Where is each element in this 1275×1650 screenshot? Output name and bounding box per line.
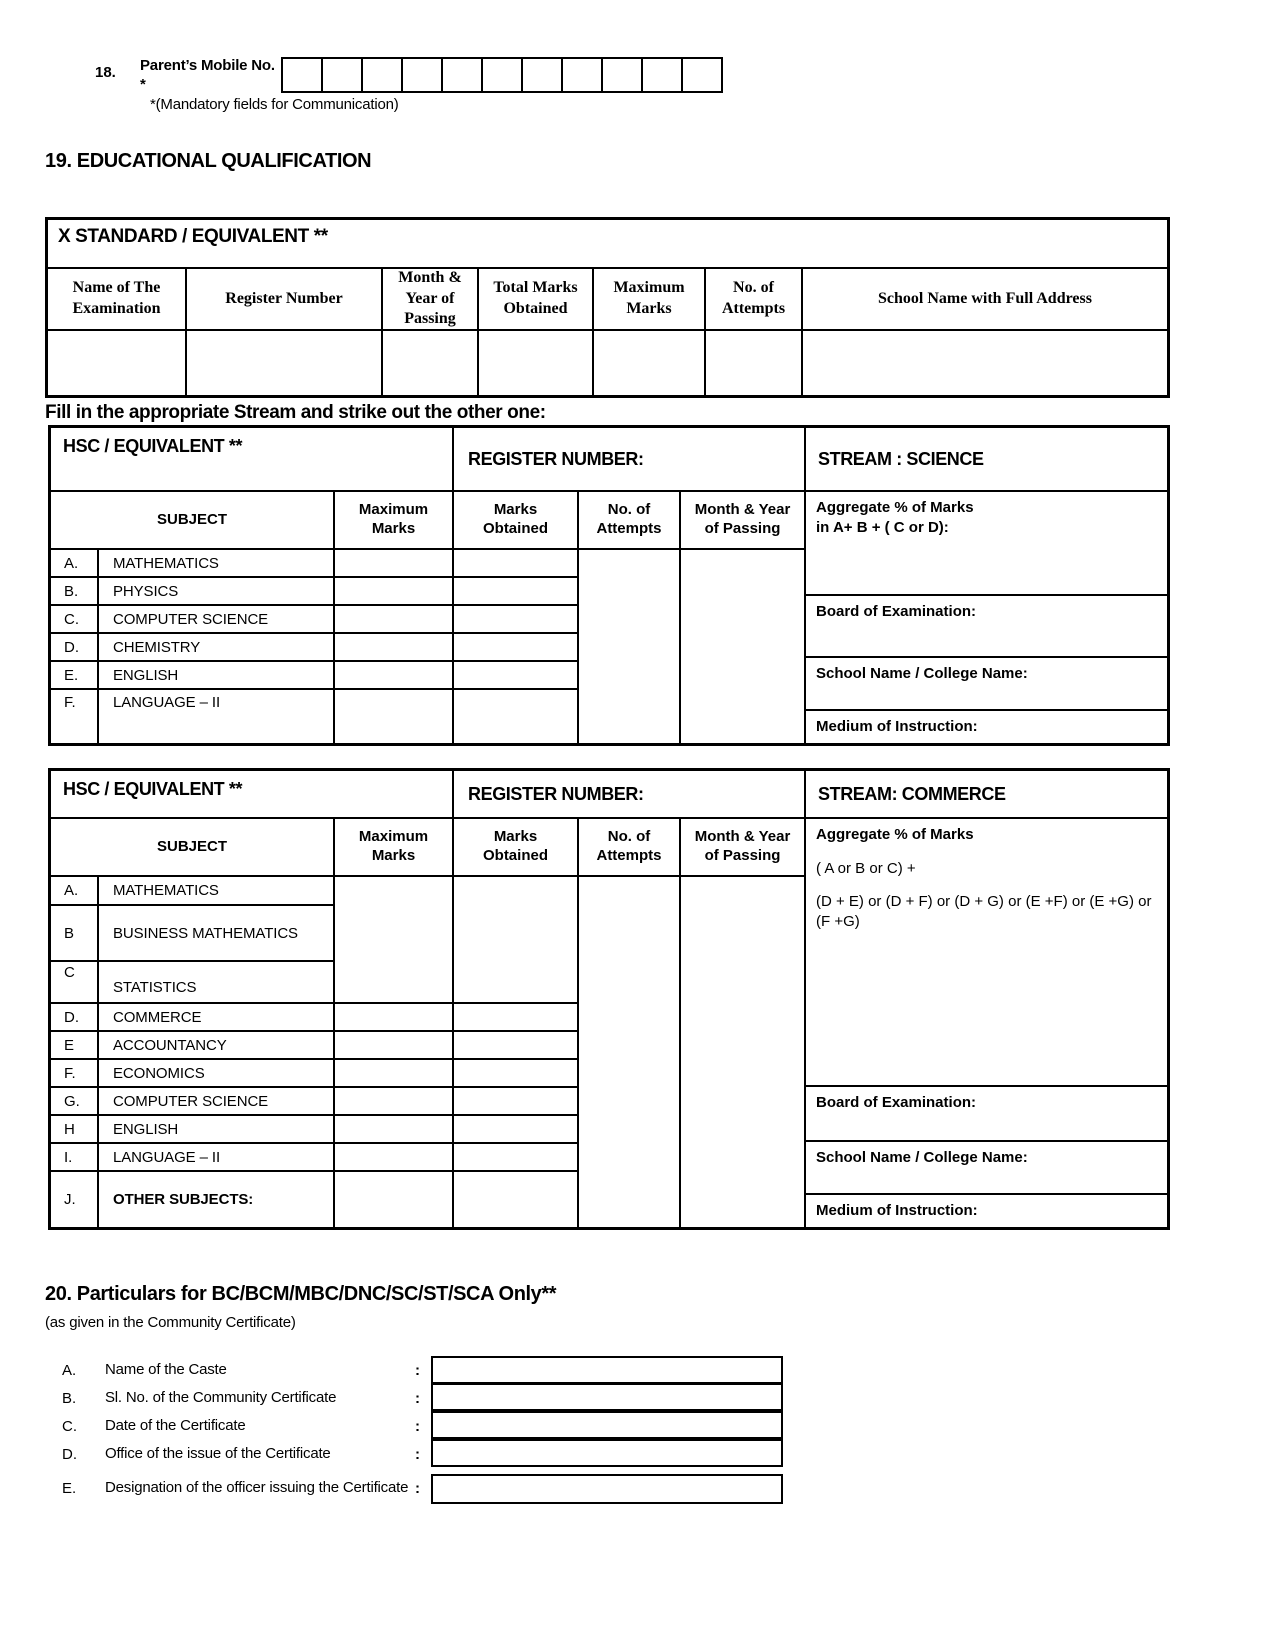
particulars-row-officer-designation — [55, 1468, 815, 1508]
certificate-date-field[interactable] — [431, 1411, 783, 1439]
commerce-max-marks-cell[interactable] — [335, 1116, 454, 1144]
science-subject-physics: PHYSICS — [99, 578, 335, 606]
commerce-register-number-cell[interactable]: REGISTER NUMBER: — [454, 771, 806, 819]
science-marks-obtained-cell[interactable] — [454, 606, 579, 634]
item-label: Designation of the officer issuing the Certificate — [105, 1479, 409, 1497]
commerce-attempts-merged-cell[interactable] — [579, 877, 681, 1227]
parents-mobile-label: Parent’s Mobile No. * — [140, 57, 275, 93]
x-standard-title: X STANDARD / EQUIVALENT ** — [48, 220, 1167, 269]
mobile-digit-box[interactable] — [441, 57, 483, 93]
science-aggregate-box[interactable] — [806, 492, 1167, 596]
item-letter: B. — [62, 1389, 77, 1407]
item-label: Date of the Certificate — [105, 1417, 246, 1435]
science-subject-mathematics: MATHEMATICS — [99, 550, 335, 578]
commerce-marks-obtained-header: Marks Obtained — [454, 819, 579, 877]
x-col-school-name: School Name with Full Address — [803, 269, 1167, 331]
hsc-science-table — [48, 425, 1170, 746]
particulars-heading: 20. Particulars for BC/BCM/MBC/DNC/SC/ST/SCA Only** — [45, 1283, 557, 1305]
commerce-school-box[interactable]: School Name / College Name: — [806, 1142, 1167, 1195]
commerce-aggregate-label-1: Aggregate % of Marks — [816, 826, 974, 843]
commerce-right-panel — [806, 819, 1167, 1227]
item-label: Office of the issue of the Certificate — [105, 1445, 331, 1463]
commerce-month-year-header: Month & Year of Passing — [681, 819, 806, 877]
commerce-marks-obtained-cell[interactable] — [454, 1088, 579, 1116]
mobile-digit-box[interactable] — [561, 57, 603, 93]
commerce-subject-economics: ECONOMICS — [99, 1060, 335, 1088]
commerce-row-letter: I. — [51, 1144, 99, 1172]
x-entry-cell[interactable] — [803, 331, 1167, 395]
science-right-panel — [806, 492, 1167, 743]
mobile-digit-box[interactable] — [401, 57, 443, 93]
commerce-max-marks-merged-abc[interactable] — [335, 877, 454, 1004]
science-attempts-merged-cell[interactable] — [579, 550, 681, 743]
science-register-number-cell[interactable]: REGISTER NUMBER: — [454, 428, 806, 492]
x-standard-table — [45, 217, 1170, 398]
science-attempts-header: No. of Attempts — [579, 492, 681, 550]
science-max-marks-header: Maximum Marks — [335, 492, 454, 550]
mobile-digit-box[interactable] — [361, 57, 403, 93]
stream-science-header: STREAM : SCIENCE — [806, 428, 1167, 492]
mobile-digit-box[interactable] — [641, 57, 683, 93]
science-marks-obtained-cell[interactable] — [454, 550, 579, 578]
x-entry-cell[interactable] — [187, 331, 383, 395]
science-row-letter: B. — [51, 578, 99, 606]
item-label: Sl. No. of the Community Certificate — [105, 1389, 337, 1407]
commerce-row-letter: D. — [51, 1004, 99, 1032]
mobile-digit-box[interactable] — [281, 57, 323, 93]
commerce-max-marks-cell[interactable] — [335, 1172, 454, 1227]
colon: : — [415, 1361, 420, 1379]
commerce-marks-obtained-cell[interactable] — [454, 1172, 579, 1227]
science-subject-chemistry: CHEMISTRY — [99, 634, 335, 662]
commerce-marks-obtained-cell[interactable] — [454, 1144, 579, 1172]
commerce-subject-mathematics: MATHEMATICS — [99, 877, 335, 906]
science-marks-obtained-cell[interactable] — [454, 662, 579, 690]
commerce-row-letter: C — [51, 962, 99, 1004]
item-letter: C. — [62, 1417, 77, 1435]
commerce-max-marks-cell[interactable] — [335, 1060, 454, 1088]
caste-name-field[interactable] — [431, 1356, 783, 1384]
commerce-row-letter: G. — [51, 1088, 99, 1116]
commerce-max-marks-cell[interactable] — [335, 1144, 454, 1172]
item-letter: A. — [62, 1361, 77, 1379]
mandatory-fields-note: *(Mandatory fields for Communication) — [150, 96, 399, 113]
colon: : — [415, 1445, 420, 1463]
commerce-row-letter: H — [51, 1116, 99, 1144]
commerce-subject-business-mathematics: BUSINESS MATHEMATICS — [99, 906, 335, 962]
science-school-box[interactable]: School Name / College Name: — [806, 658, 1167, 711]
particulars-row-certificate-date — [55, 1412, 815, 1440]
science-max-marks-cell[interactable] — [335, 690, 454, 743]
commerce-max-marks-cell[interactable] — [335, 1004, 454, 1032]
science-row-letter: C. — [51, 606, 99, 634]
commerce-marks-obtained-cell[interactable] — [454, 1004, 579, 1032]
commerce-subject-language-ii: LANGUAGE – II — [99, 1144, 335, 1172]
commerce-max-marks-cell[interactable] — [335, 1032, 454, 1060]
commerce-row-letter: A. — [51, 877, 99, 906]
mobile-digit-box[interactable] — [521, 57, 563, 93]
x-entry-cell[interactable] — [383, 331, 479, 395]
x-entry-cell[interactable] — [594, 331, 706, 395]
commerce-aggregate-box[interactable] — [806, 819, 1167, 1087]
particulars-row-certificate-number — [55, 1384, 815, 1412]
science-max-marks-cell[interactable] — [335, 578, 454, 606]
commerce-subject-statistics: STATISTICS — [99, 962, 335, 1004]
particulars-row-caste — [55, 1356, 815, 1384]
science-row-letter: F. — [51, 690, 99, 743]
science-aggregate-label-1: Aggregate % of Marks — [816, 499, 974, 516]
science-marks-obtained-cell[interactable] — [454, 634, 579, 662]
commerce-marks-obtained-cell[interactable] — [454, 1116, 579, 1144]
science-marks-obtained-cell[interactable] — [454, 690, 579, 743]
commerce-row-letter: J. — [51, 1172, 99, 1227]
colon: : — [415, 1389, 420, 1407]
stream-commerce-header: STREAM: COMMERCE — [806, 771, 1167, 819]
commerce-row-letter: B — [51, 906, 99, 962]
science-subject-english: ENGLISH — [99, 662, 335, 690]
commerce-max-marks-cell[interactable] — [335, 1088, 454, 1116]
mobile-digit-box[interactable] — [321, 57, 363, 93]
x-entry-cell[interactable] — [479, 331, 594, 395]
science-marks-obtained-header: Marks Obtained — [454, 492, 579, 550]
commerce-medium-box[interactable]: Medium of Instruction: — [816, 1202, 978, 1219]
hsc-commerce-table — [48, 768, 1170, 1230]
science-row-letter: D. — [51, 634, 99, 662]
science-subject-computer-science: COMPUTER SCIENCE — [99, 606, 335, 634]
mobile-digit-box[interactable] — [601, 57, 643, 93]
science-marks-obtained-cell[interactable] — [454, 578, 579, 606]
educational-qualification-heading: 19. EDUCATIONAL QUALIFICATION — [45, 150, 372, 172]
mobile-digit-boxes[interactable] — [281, 57, 723, 93]
science-row-letter: A. — [51, 550, 99, 578]
science-subject-header: SUBJECT — [51, 492, 335, 550]
commerce-subject-other-subjects: OTHER SUBJECTS: — [99, 1172, 335, 1227]
commerce-marks-obtained-merged-abc[interactable] — [454, 877, 579, 1004]
x-col-total-marks: Total Marks Obtained — [479, 269, 594, 331]
item-label: Name of the Caste — [105, 1361, 227, 1379]
item-18-number: 18. — [95, 64, 116, 81]
certificate-number-field[interactable] — [431, 1383, 783, 1411]
commerce-month-year-merged-cell[interactable] — [681, 877, 806, 1227]
commerce-aggregate-label-2: ( A or B or C) + — [816, 859, 916, 877]
issuing-office-field[interactable] — [431, 1439, 783, 1467]
commerce-subject-header: SUBJECT — [51, 819, 335, 877]
x-entry-cell[interactable] — [48, 331, 187, 395]
item-letter: E. — [62, 1479, 77, 1497]
science-max-marks-cell[interactable] — [335, 606, 454, 634]
hsc-commerce-title: HSC / EQUIVALENT ** — [51, 771, 454, 819]
science-aggregate-label-2: in A+ B + ( C or D): — [816, 518, 949, 536]
x-col-name-of-examination: Name of The Examination — [48, 269, 187, 331]
science-medium-box[interactable]: Medium of Instruction: — [816, 718, 978, 735]
commerce-row-letter: E — [51, 1032, 99, 1060]
commerce-subject-commerce: COMMERCE — [99, 1004, 335, 1032]
science-month-year-merged-cell[interactable] — [681, 550, 806, 743]
x-entry-cell[interactable] — [706, 331, 803, 395]
commerce-subject-english: ENGLISH — [99, 1116, 335, 1144]
science-row-letter: E. — [51, 662, 99, 690]
particulars-items — [55, 1356, 815, 1508]
commerce-marks-obtained-cell[interactable] — [454, 1060, 579, 1088]
commerce-aggregate-label-3: (D + E) or (D + F) or (D + G) or (E +F) or (E +G) or (F +G) — [816, 893, 1152, 930]
science-board-box[interactable]: Board of Examination: — [806, 596, 1167, 658]
commerce-marks-obtained-cell[interactable] — [454, 1032, 579, 1060]
science-max-marks-cell[interactable] — [335, 634, 454, 662]
commerce-row-letter: F. — [51, 1060, 99, 1088]
x-col-register-number: Register Number — [187, 269, 383, 331]
colon: : — [415, 1479, 420, 1497]
science-month-year-header: Month & Year of Passing — [681, 492, 806, 550]
stream-instruction: Fill in the appropriate Stream and strike out the other one: — [45, 402, 546, 423]
commerce-board-box[interactable]: Board of Examination: — [806, 1087, 1167, 1142]
science-max-marks-cell[interactable] — [335, 662, 454, 690]
mobile-digit-box[interactable] — [681, 57, 723, 93]
science-max-marks-cell[interactable] — [335, 550, 454, 578]
mobile-digit-box[interactable] — [481, 57, 523, 93]
hsc-science-title: HSC / EQUIVALENT ** — [51, 428, 454, 492]
officer-designation-field[interactable] — [431, 1474, 783, 1504]
x-col-attempts: No. of Attempts — [706, 269, 803, 331]
particulars-row-issuing-office — [55, 1440, 815, 1468]
commerce-subject-accountancy: ACCOUNTANCY — [99, 1032, 335, 1060]
commerce-subject-computer-science: COMPUTER SCIENCE — [99, 1088, 335, 1116]
x-col-month-year: Month & Year of Passing — [383, 269, 479, 331]
commerce-max-marks-header: Maximum Marks — [335, 819, 454, 877]
x-col-maximum-marks: Maximum Marks — [594, 269, 706, 331]
science-subject-language-ii: LANGUAGE – II — [99, 690, 335, 743]
commerce-attempts-header: No. of Attempts — [579, 819, 681, 877]
item-letter: D. — [62, 1445, 77, 1463]
particulars-subheading: (as given in the Community Certificate) — [45, 1314, 296, 1331]
colon: : — [415, 1417, 420, 1435]
